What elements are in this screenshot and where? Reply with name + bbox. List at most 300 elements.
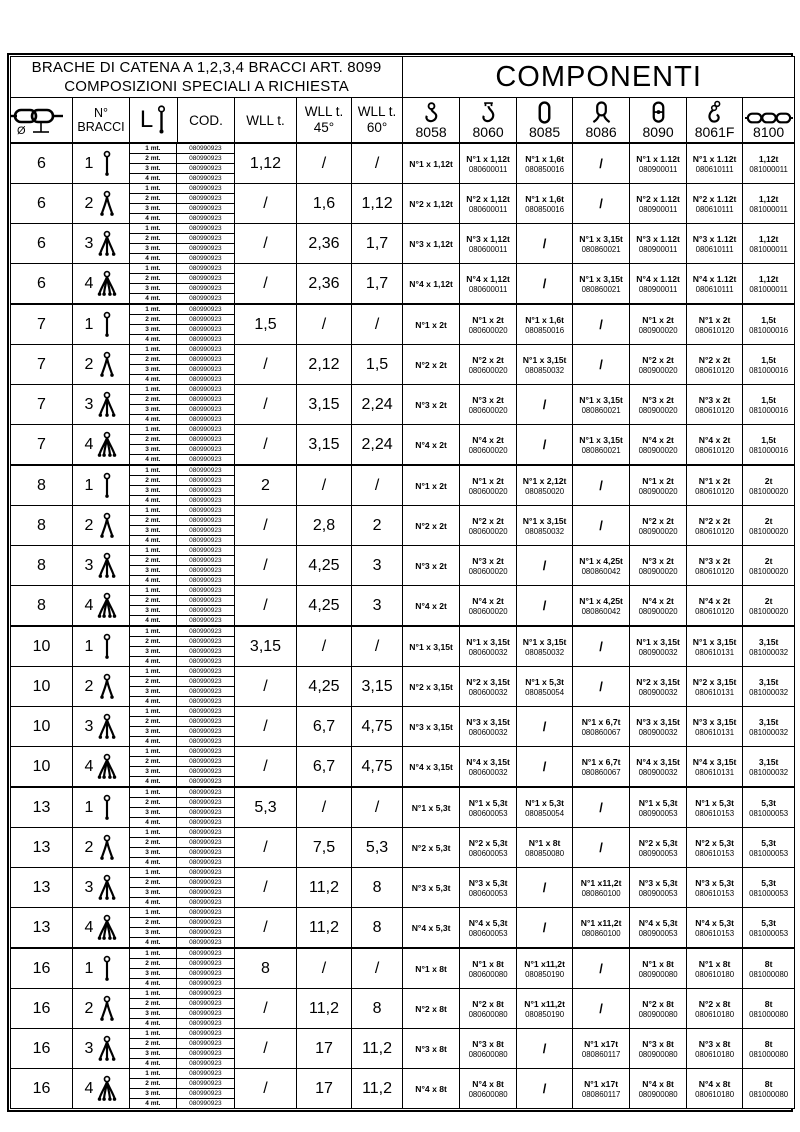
component-8100-cell (743, 868, 795, 908)
wll-45-value: 11,2 (297, 989, 352, 1029)
component-quantity: N°3 x 2t (415, 399, 447, 410)
component-code: 080610131 (695, 687, 735, 697)
component-8060-cell (460, 626, 517, 667)
length-code-cell: 080990923 (176, 556, 234, 566)
length-cell: 4 mt. (130, 335, 176, 345)
length-cell: 2 mt. (130, 757, 176, 767)
component-quantity: 3,15t (758, 756, 779, 767)
length-row (130, 767, 234, 777)
length-code-cell-group (130, 667, 235, 707)
component-quantity: N°4 x 5,3t (638, 917, 678, 928)
component-8058-cell (403, 667, 460, 707)
component-code: 080600020 (468, 526, 508, 536)
length-code-subtable (130, 264, 234, 303)
length-code-cell-group (130, 546, 235, 586)
wll-60-value: 4,75 (352, 747, 403, 788)
length-code-cell: 080990923 (176, 1049, 234, 1059)
component-quantity: N°3 x 2t (472, 394, 504, 405)
bracci-count: 3 (84, 878, 94, 896)
length-code-cell-group (130, 908, 235, 949)
length-cell: 2 mt. (130, 355, 176, 365)
not-applicable-slash: / (542, 558, 547, 573)
not-applicable-slash: / (542, 437, 547, 452)
wll-value: / (235, 868, 297, 908)
component-8085-cell (517, 586, 573, 627)
component-quantity: N°1 x 3,15t (579, 434, 623, 445)
component-quantity: 2t (764, 515, 773, 526)
single-leg-sling-icon (156, 104, 167, 136)
component-quantity: N°4 x 3,15t (692, 756, 737, 767)
wll-value: 2 (235, 465, 297, 506)
component-quantity: N°2 x 5,3t (411, 842, 451, 853)
component-quantity: N°1 x 1,6t (525, 314, 564, 325)
bracci-count: 1 (84, 154, 94, 172)
wll-60-value: 8 (352, 868, 403, 908)
component-quantity: N°1 x11,2t (580, 877, 622, 888)
wll-45-value: 11,2 (297, 908, 352, 949)
length-row (130, 727, 234, 737)
component-8090-cell (630, 143, 687, 184)
length-cell: 3 mt. (130, 1089, 176, 1099)
component-code: 081000020 (749, 486, 789, 496)
length-row (130, 667, 234, 677)
length-code-cell: 080990923 (176, 586, 234, 596)
component-quantity: N°4 x 3,15t (409, 761, 453, 772)
length-code-subtable (130, 546, 234, 585)
wll-60-value: 11,2 (352, 1069, 403, 1109)
component-8060-cell (460, 908, 517, 949)
wll-value: 1,5 (235, 304, 297, 345)
component-8058-cell (403, 425, 460, 466)
not-applicable-slash: / (542, 759, 547, 774)
length-row (130, 969, 234, 979)
length-cell: 1 mt. (130, 908, 176, 918)
table-body (11, 143, 795, 1109)
chain-diameter-value: 13 (11, 787, 73, 828)
length-cell: 4 mt. (130, 536, 176, 546)
component-8058-cell (403, 1069, 460, 1109)
sling-1-leg-icon (97, 470, 117, 501)
wll60-line2: 60° (366, 120, 388, 135)
component-8060-cell (460, 747, 517, 788)
length-row (130, 455, 234, 465)
component-quantity: N°3 x 5,3t (411, 882, 451, 893)
component-quantity: N°4 x 3,15t (636, 756, 680, 767)
length-cell: 2 mt. (130, 717, 176, 727)
length-row (130, 989, 234, 999)
component-quantity: 8t (764, 1038, 773, 1049)
component-quantity: N°1 x 1,6t (525, 193, 564, 204)
component-8060-cell (460, 264, 517, 305)
component-code: 080600053 (468, 928, 508, 938)
bracci-count: 2 (84, 516, 94, 534)
component-quantity: N°2 x 1.12t (692, 193, 737, 204)
length-code-cell: 080990923 (176, 254, 234, 264)
length-cell: 4 mt. (130, 1019, 176, 1029)
wll-60-value: 2 (352, 506, 403, 546)
wll-value: / (235, 586, 297, 627)
component-code: 080900053 (638, 808, 678, 818)
chain-diameter-value: 6 (11, 224, 73, 264)
wll-value: / (235, 506, 297, 546)
component-quantity: N°2 x 8t (698, 998, 731, 1009)
component-quantity: N°4 x 1,12t (466, 273, 510, 284)
component-8100-cell (743, 948, 795, 989)
component-code: 080860021 (581, 244, 621, 254)
length-code-cell: 080990923 (176, 1009, 234, 1019)
component-8086-cell (573, 425, 630, 466)
component-code: 080860117 (581, 1049, 621, 1059)
length-row (130, 697, 234, 707)
component-8086-cell (573, 747, 630, 788)
component-quantity: N°1 x 3,15t (579, 233, 623, 244)
oblong-link-icon (517, 100, 572, 125)
component-code: 081000020 (749, 566, 789, 576)
length-row (130, 244, 234, 254)
length-code-cell: 080990923 (176, 154, 234, 164)
component-8090-cell (630, 546, 687, 586)
not-applicable-slash: / (599, 518, 603, 533)
table-row (11, 345, 795, 385)
component-8090-cell (630, 868, 687, 908)
wll-45-value: 4,25 (297, 667, 352, 707)
component-quantity: N°1 x 5,3t (525, 797, 564, 808)
length-row (130, 335, 234, 345)
table-row (11, 948, 795, 989)
wll-45-value: 2,36 (297, 264, 352, 305)
length-code-cell-group (130, 707, 235, 747)
component-code: 080600053 (468, 848, 508, 858)
length-code-cell: 080990923 (176, 345, 234, 355)
component-code: 080900011 (638, 204, 678, 214)
component-8100-cell (743, 345, 795, 385)
bracci-count: 3 (84, 395, 94, 413)
component-quantity: N°1 x 3,15t (579, 394, 623, 405)
bracci-count: 2 (84, 194, 94, 212)
wll-value: / (235, 224, 297, 264)
length-cell: 3 mt. (130, 888, 176, 898)
length-code-cell: 080990923 (176, 335, 234, 345)
component-8060-cell (460, 989, 517, 1029)
component-8058-cell (403, 707, 460, 747)
length-code-cell: 080990923 (176, 355, 234, 365)
length-code-cell: 080990923 (176, 174, 234, 184)
component-code: 081000016 (749, 365, 789, 375)
component-8100-cell (743, 626, 795, 667)
length-code-cell: 080990923 (176, 777, 234, 787)
component-quantity: N°2 x 2t (472, 515, 504, 526)
wll-60-value: 1,12 (352, 184, 403, 224)
length-cell: 4 mt. (130, 616, 176, 626)
component-8085-cell (517, 667, 573, 707)
component-quantity: N°1 x 5,3t (695, 797, 734, 808)
table-row (11, 184, 795, 224)
component-quantity: N°1 x 1.12t (692, 153, 737, 164)
length-code-subtable (130, 707, 234, 746)
component-8090-cell (630, 948, 687, 989)
wll-60-value: / (352, 465, 403, 506)
length-cell: 3 mt. (130, 606, 176, 616)
component-8085-cell (517, 264, 573, 305)
length-row (130, 345, 234, 355)
col-component-8061F (687, 98, 743, 144)
col-component-8090 (630, 98, 687, 144)
sling-4-leg-icon (97, 751, 117, 782)
component-code: 080900032 (638, 767, 678, 777)
length-code-cell: 080990923 (176, 898, 234, 908)
length-row (130, 788, 234, 798)
component-8100-cell (743, 224, 795, 264)
component-code: 080850080 (525, 848, 565, 858)
length-code-cell: 080990923 (176, 234, 234, 244)
not-applicable-slash: / (599, 840, 603, 855)
length-row (130, 959, 234, 969)
component-8061F-cell (687, 143, 743, 184)
component-8086-cell (573, 828, 630, 868)
component-8058-cell (403, 586, 460, 627)
bracci-count: 4 (84, 918, 94, 936)
component-code: 080900032 (638, 687, 678, 697)
wll45-line1: WLL t. (304, 104, 344, 119)
component-code: 080850032 (525, 365, 565, 375)
component-quantity: N°1 x 3,15t (466, 636, 510, 647)
length-code-cell: 080990923 (176, 214, 234, 224)
component-quantity: N°1 x 1,6t (525, 153, 564, 164)
component-8090-cell (630, 465, 687, 506)
length-row (130, 264, 234, 274)
length-row (130, 838, 234, 848)
wll45-line2: 45° (313, 120, 335, 135)
component-8061F-cell (687, 667, 743, 707)
length-code-cell: 080990923 (176, 305, 234, 315)
bracci-count: 2 (84, 999, 94, 1017)
length-row (130, 506, 234, 516)
length-code-subtable (130, 828, 234, 867)
component-code: 080850190 (525, 1009, 565, 1019)
length-cell: 4 mt. (130, 415, 176, 425)
length-code-cell: 080990923 (176, 395, 234, 405)
component-8061F-cell (687, 184, 743, 224)
length-row (130, 687, 234, 697)
component-code: 080900032 (638, 647, 678, 657)
component-8085-cell (517, 787, 573, 828)
table-row (11, 868, 795, 908)
length-row (130, 284, 234, 294)
length-code-cell: 080990923 (176, 918, 234, 928)
length-row (130, 1099, 234, 1109)
bracci-cell (73, 707, 130, 747)
component-quantity: 8t (764, 998, 773, 1009)
component-8090-cell (630, 828, 687, 868)
length-row (130, 184, 234, 194)
length-code-cell-group (130, 345, 235, 385)
component-quantity: N°1 x 3,15t (522, 515, 567, 526)
component-quantity: N°3 x 5,3t (695, 877, 734, 888)
component-8100-cell (743, 184, 795, 224)
component-8061F-cell (687, 707, 743, 747)
length-row (130, 476, 234, 486)
wll-60-value: 2,24 (352, 425, 403, 466)
length-cell: 1 mt. (130, 506, 176, 516)
length-code-cell: 080990923 (176, 667, 234, 677)
length-code-cell: 080990923 (176, 788, 234, 798)
sling-1-leg-icon (97, 792, 117, 823)
length-row (130, 979, 234, 989)
component-8085-cell (517, 747, 573, 788)
component-quantity: N°1 x 4,25t (579, 595, 623, 606)
length-cell: 2 mt. (130, 838, 176, 848)
component-8085-cell (517, 345, 573, 385)
length-code-cell: 080990923 (176, 949, 234, 959)
length-cell: 3 mt. (130, 365, 176, 375)
length-cell: 4 mt. (130, 1059, 176, 1069)
component-quantity: N°1 x 2t (698, 314, 731, 325)
col-component-8100 (743, 98, 795, 144)
wll-45-value: 2,12 (297, 345, 352, 385)
component-8086-cell (573, 465, 630, 506)
bracci-count: 3 (84, 234, 94, 252)
length-cell: 2 mt. (130, 234, 176, 244)
component-quantity: 1,12t (758, 233, 779, 244)
component-quantity: N°2 x 8t (472, 998, 504, 1009)
component-quantity: N°2 x 1,12t (466, 193, 510, 204)
length-cell: 4 mt. (130, 979, 176, 989)
component-code: 080860042 (581, 566, 621, 576)
length-cell: 4 mt. (130, 455, 176, 465)
length-cell: 3 mt. (130, 808, 176, 818)
not-applicable-slash: / (542, 1081, 547, 1096)
component-code: 080600020 (468, 405, 508, 415)
length-code-cell-group (130, 264, 235, 305)
component-8061F-cell (687, 465, 743, 506)
component-quantity: N°1 x 2t (472, 475, 504, 486)
length-code-cell-group (130, 224, 235, 264)
component-code: 080610153 (695, 928, 735, 938)
component-quantity: N°1 x 8t (642, 958, 674, 969)
table-row (11, 667, 795, 707)
length-code-cell: 080990923 (176, 818, 234, 828)
length-cell: 3 mt. (130, 244, 176, 254)
component-8061F-cell (687, 304, 743, 345)
component-code: 081000053 (749, 808, 789, 818)
length-cell: 3 mt. (130, 1049, 176, 1059)
length-row (130, 435, 234, 445)
component-code: 081000080 (749, 1009, 789, 1019)
not-applicable-slash: / (599, 1001, 603, 1016)
component-id: 8061F (694, 124, 735, 140)
component-quantity: N°2 x 2t (642, 354, 674, 365)
length-code-cell: 080990923 (176, 737, 234, 747)
length-row (130, 546, 234, 556)
length-row (130, 908, 234, 918)
length-code-cell: 080990923 (176, 184, 234, 194)
wll-45-value: 17 (297, 1029, 352, 1069)
length-cell: 1 mt. (130, 305, 176, 315)
component-8061F-cell (687, 546, 743, 586)
component-8085-cell (517, 304, 573, 345)
component-8060-cell (460, 828, 517, 868)
component-quantity: 3,15t (758, 716, 779, 727)
length-cell: 1 mt. (130, 345, 176, 355)
length-code-cell: 080990923 (176, 767, 234, 777)
component-8090-cell (630, 707, 687, 747)
length-row (130, 154, 234, 164)
component-quantity: N°2 x 5,3t (695, 837, 734, 848)
length-cell: 3 mt. (130, 727, 176, 737)
bracci-cell (73, 345, 130, 385)
component-quantity: N°3 x 8t (415, 1043, 447, 1054)
component-8086-cell (573, 224, 630, 264)
component-quantity: N°3 x 1,12t (466, 233, 510, 244)
bracci-cell (73, 586, 130, 627)
component-8090-cell (630, 345, 687, 385)
component-code: 080600080 (468, 1049, 508, 1059)
chain-diameter-value: 6 (11, 184, 73, 224)
length-row (130, 194, 234, 204)
table-row (11, 264, 795, 305)
component-8058-cell (403, 989, 460, 1029)
length-cell: 2 mt. (130, 315, 176, 325)
component-8061F-cell (687, 224, 743, 264)
bracci-cell (73, 304, 130, 345)
component-8058-cell (403, 385, 460, 425)
component-8100-cell (743, 385, 795, 425)
component-8086-cell (573, 586, 630, 627)
component-quantity: N°1 x 3,15t (522, 636, 567, 647)
length-cell: 4 mt. (130, 214, 176, 224)
bracci-head-line1: N° (93, 106, 109, 120)
component-8061F-cell (687, 385, 743, 425)
chain-diameter-value: 10 (11, 667, 73, 707)
component-code: 080900032 (638, 727, 678, 737)
length-cell: 2 mt. (130, 1079, 176, 1089)
component-code: 080850032 (525, 647, 565, 657)
length-code-cell: 080990923 (176, 516, 234, 526)
length-cell: 1 mt. (130, 264, 176, 274)
length-row (130, 878, 234, 888)
chain-diameter-value: 16 (11, 989, 73, 1029)
bracci-count: 1 (84, 476, 94, 494)
sling-3-leg-icon (97, 228, 117, 259)
length-row (130, 757, 234, 767)
length-cell: 2 mt. (130, 395, 176, 405)
component-code: 080610120 (695, 526, 735, 536)
length-code-cell: 080990923 (176, 365, 234, 375)
length-row (130, 747, 234, 757)
length-code-cell: 080990923 (176, 466, 234, 476)
component-8085-cell (517, 1029, 573, 1069)
length-code-cell: 080990923 (176, 1019, 234, 1029)
component-quantity: N°2 x 3,15t (409, 681, 453, 692)
length-cell: 1 mt. (130, 747, 176, 757)
length-code-cell: 080990923 (176, 264, 234, 274)
component-8061F-cell (687, 586, 743, 627)
wll-60-value: / (352, 143, 403, 184)
component-quantity: N°3 x 2t (472, 555, 504, 566)
component-code: 080600080 (468, 1009, 508, 1019)
component-code: 080600020 (468, 486, 508, 496)
component-8058-cell (403, 264, 460, 305)
length-row (130, 556, 234, 566)
not-applicable-slash: / (599, 679, 603, 694)
component-code: 080610131 (695, 727, 735, 737)
wll-60-value: / (352, 304, 403, 345)
length-code-cell: 080990923 (176, 204, 234, 214)
wll-45-value: 2,8 (297, 506, 352, 546)
component-code: 080600020 (468, 445, 508, 455)
length-cell: 1 mt. (130, 184, 176, 194)
component-8085-cell (517, 546, 573, 586)
